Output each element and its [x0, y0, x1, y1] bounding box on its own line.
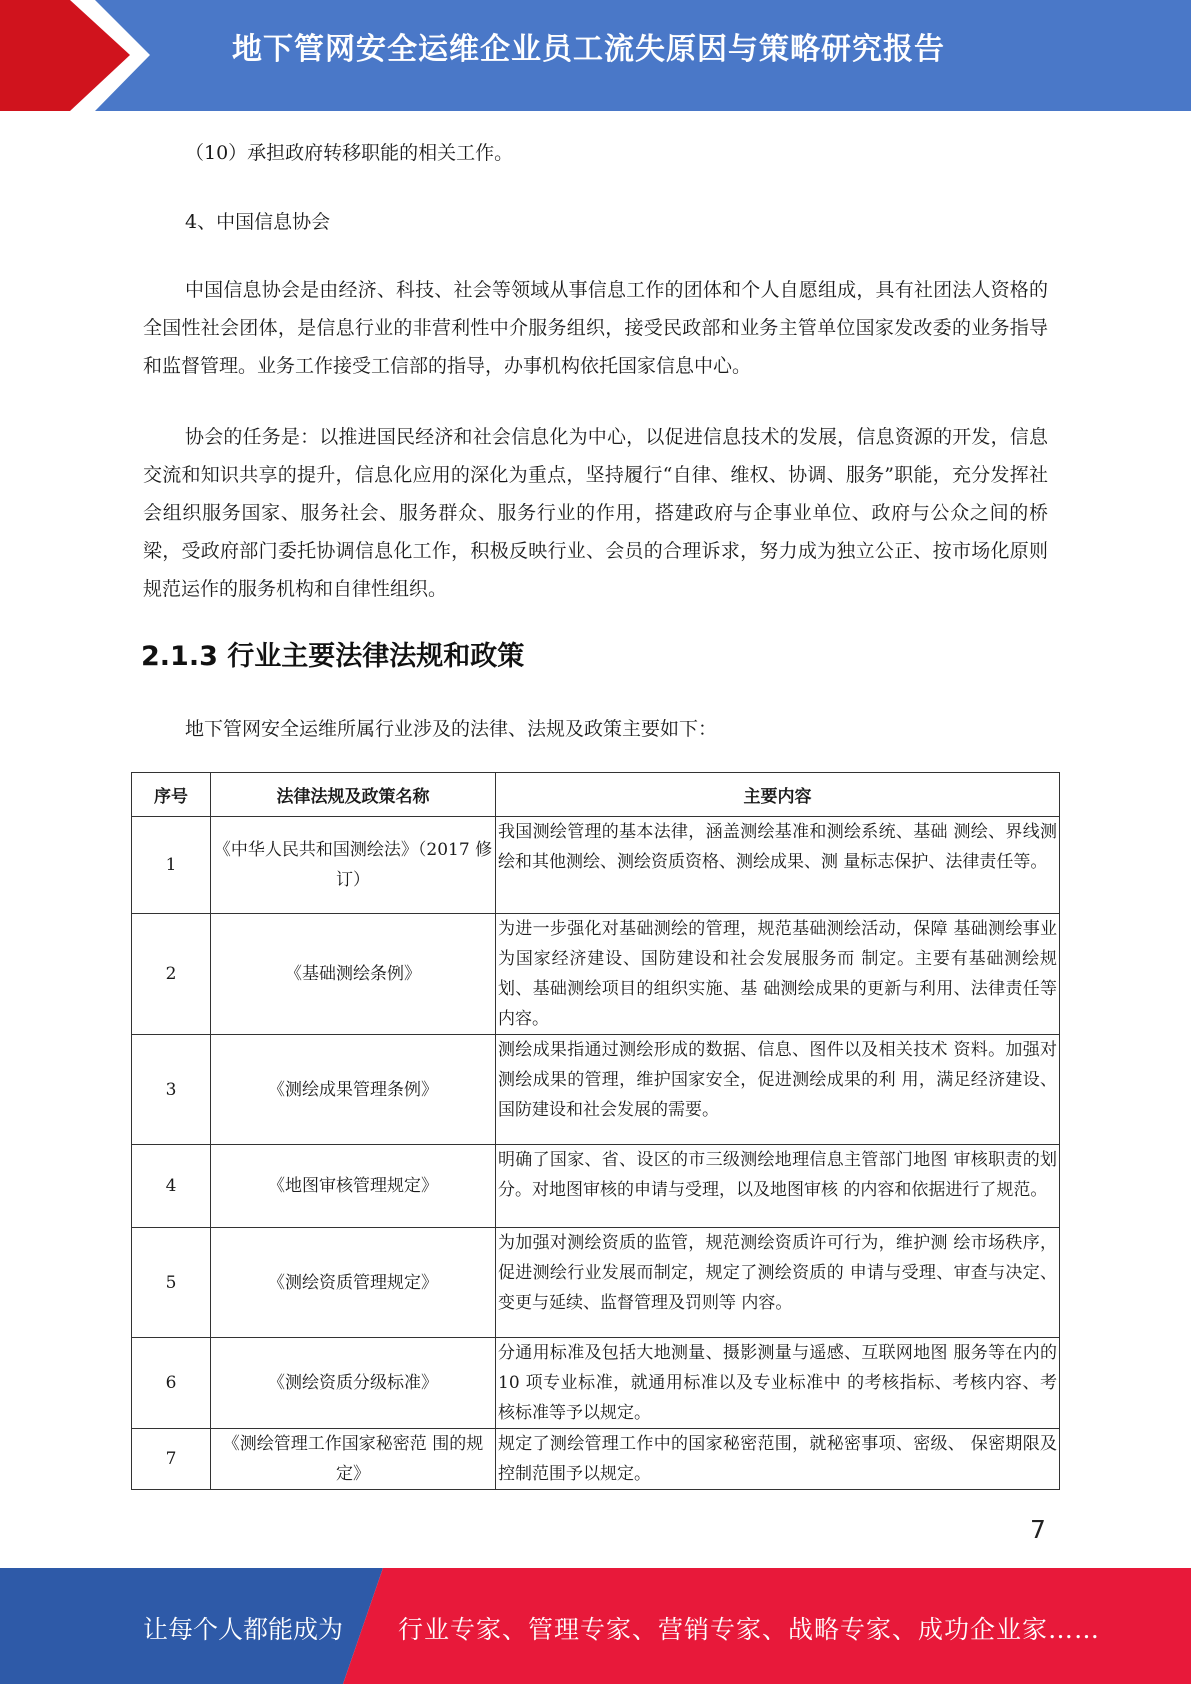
- row-content: 分通用标准及包括大地测量、摄影测量与遥感、互联网地图 服务等在内的 10 项专业标准，就通用标准以及专业标准中 的考核指标、考核内容、考核标准等予以规定。: [496, 1338, 1060, 1429]
- row-number: 6: [132, 1338, 211, 1429]
- row-content: 规定了测绘管理工作中的国家秘密范围，就秘密事项、密级、 保密期限及控制范围予以规定。: [496, 1429, 1060, 1490]
- footer-slogan-left: 让每个人都能成为: [143, 1615, 344, 1644]
- paragraph-association-tasks: 协会的任务是：以推进国民经济和社会信息化为中心，以促进信息技术的发展，信息资源的开发，信息交流和知识共享的提升，信息化应用的深化为重点，坚持履行“自律、维权、协调、服务”职能，充分发挥社会组织服务国家、服务社会、服务群众、服务行业的作用，搭建政府与企事业单位、政府与公众之间的桥梁，受政府部门委托协调信息化工作，积极反映行业、会员的合理诉求，努力成为独立公正、按市场化原则规范运作的服务机构和自律性组织。: [143, 426, 1048, 600]
- paragraph-association-intro: 中国信息协会是由经济、科技、社会等领域从事信息工作的团体和个人自愿组成，具有社团法人资格的全国性社会团体，是信息行业的非营利性中介服务组织，接受民政部和业务主管单位国家发改委的业务指导和监督管理。业务工作接受工信部的指导，办事机构依托国家信息中心。: [143, 279, 1048, 377]
- page-header: [0, 0, 1191, 111]
- table-row: [132, 1338, 1060, 1429]
- row-content: 为加强对测绘资质的监管，规范测绘资质许可行为，维护测 绘市场秩序，促进测绘行业发展而制定，规定了测绘资质的 申请与受理、审查与决定、变更与延续、监督管理及罚则等 内容。: [496, 1228, 1060, 1338]
- row-number: 7: [132, 1429, 211, 1490]
- row-content: 明确了国家、省、设区的市三级测绘地理信息主管部门地图 审核职责的划分。对地图审核的申请与受理，以及地图审核 的内容和依据进行了规范。: [496, 1145, 1060, 1228]
- header-chevron-decoration: [0, 0, 160, 111]
- table-row: [132, 1035, 1060, 1145]
- table-header-row: [132, 773, 1060, 817]
- section-subheading-info-association: 4、中国信息协会: [185, 211, 331, 233]
- column-header-name: 法律法规及政策名称: [211, 773, 496, 817]
- row-number: 1: [132, 817, 211, 914]
- table-row: [132, 1145, 1060, 1228]
- table-row: [132, 1429, 1060, 1490]
- footer-slogan-right: 行业专家、管理专家、营销专家、战略专家、成功企业家……: [398, 1615, 1101, 1644]
- laws-table: [131, 772, 1060, 1490]
- paragraph-item-10: （10）承担政府转移职能的相关工作。: [185, 142, 514, 164]
- paragraph-table-intro: 地下管网安全运维所属行业涉及的法律、法规及政策主要如下：: [185, 718, 718, 740]
- row-law-name: 《中华人民共和国测绘法》（2017 修订）: [211, 817, 496, 914]
- row-law-name: 《测绘资质分级标准》: [211, 1338, 496, 1429]
- row-number: 2: [132, 914, 211, 1035]
- row-number: 4: [132, 1145, 211, 1228]
- row-law-name: 《测绘管理工作国家秘密范 围的规定》: [211, 1429, 496, 1490]
- table-row: [132, 1228, 1060, 1338]
- section-heading: 2.1.3 行业主要法律法规和政策: [141, 641, 525, 672]
- document-title: 地下管网安全运维企业员工流失原因与策略研究报告: [232, 32, 945, 67]
- row-law-name: 《基础测绘条例》: [211, 914, 496, 1035]
- row-law-name: 《测绘成果管理条例》: [211, 1035, 496, 1145]
- table-row: [132, 817, 1060, 914]
- row-law-name: 《测绘资质管理规定》: [211, 1228, 496, 1338]
- row-content: 为进一步强化对基础测绘的管理，规范基础测绘活动，保障 基础测绘事业为国家经济建设、国防建设和社会发展服务而 制定。主要有基础测绘规划、基础测绘项目的组织实施、基 础测绘成果的更新与利用、法律责任等内容。: [496, 914, 1060, 1035]
- row-number: 5: [132, 1228, 211, 1338]
- column-header-content: 主要内容: [496, 773, 1060, 817]
- row-content: 测绘成果指通过测绘形成的数据、信息、图件以及相关技术 资料。加强对测绘成果的管理，维护国家安全，促进测绘成果的利 用，满足经济建设、国防建设和社会发展的需要。: [496, 1035, 1060, 1145]
- column-header-number: 序号: [132, 773, 211, 817]
- page-number: 7: [1030, 1515, 1046, 1544]
- row-number: 3: [132, 1035, 211, 1145]
- row-content: 我国测绘管理的基本法律，涵盖测绘基准和测绘系统、基础 测绘、界线测绘和其他测绘、测绘资质资格、测绘成果、测 量标志保护、法律责任等。: [496, 817, 1060, 914]
- table-row: [132, 914, 1060, 1035]
- row-law-name: 《地图审核管理规定》: [211, 1145, 496, 1228]
